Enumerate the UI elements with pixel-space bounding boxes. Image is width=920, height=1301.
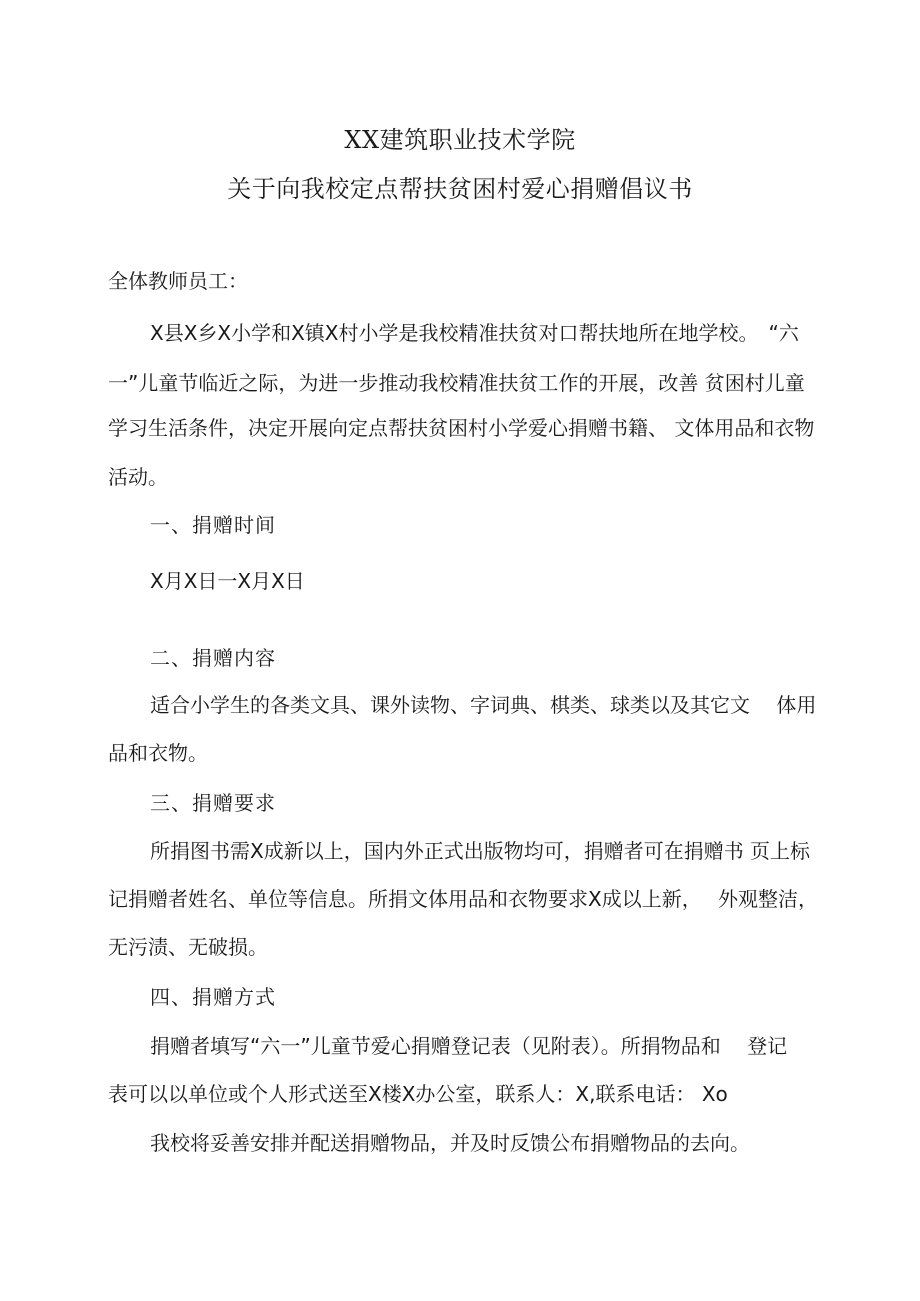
document-title-subject: 关于向我校定点帮扶贫困村爱心捐赠倡议书 [227, 175, 693, 203]
section-requirements-heading: 三、捐赠要求 [150, 791, 276, 815]
intro-line-3: 学习生活条件，决定开展向定点帮扶贫困村小学爱心捐赠书籍、 文体用品和衣物 [108, 416, 815, 440]
section-content-line-2: 品和衣物。 [108, 741, 208, 765]
section-requirements-line-1: 所捐图书需X成新以上，国内外正式出版物均可，捐赠者可在捐赠书 页上标 [150, 839, 811, 863]
salutation: 全体教师员工： [108, 269, 248, 293]
intro-line-1: X县X乡X小学和X镇X村小学是我校精准扶贫对口帮扶地所在地学校。 “六 [150, 321, 799, 345]
section-requirements-line-2: 记捐赠者姓名、单位等信息。所捐文体用品和衣物要求X成以上新， 外观整洁， [108, 887, 819, 911]
section-time-text: X月X日一X月X日 [150, 569, 305, 593]
section-method-line-1: 捐赠者填写“六一”儿童节爱心捐赠登记表（见附表）。所捐物品和 登记 [150, 1034, 788, 1058]
document-title-institution: XX建筑职业技术学院 [344, 126, 576, 154]
section-content-heading: 二、捐赠内容 [150, 646, 276, 670]
intro-line-4: 活动。 [108, 465, 168, 489]
section-content-line-1: 适合小学生的各类文具、课外读物、字词典、棋类、球类以及其它文 体用 [150, 693, 817, 717]
section-method-heading: 四、捐赠方式 [150, 985, 276, 1009]
section-method-line-3: 我校将妥善安排并配送捐赠物品，并及时反馈公布捐赠物品的去向。 [150, 1131, 750, 1155]
section-requirements-line-3: 无污渍、无破损。 [108, 935, 268, 959]
section-method-line-2: 表可以以单位或个人形式送至X楼X办公室，联系人：X,联系电话： Xo [108, 1082, 728, 1106]
section-time-heading: 一、捐赠时间 [150, 513, 276, 537]
intro-line-2: 一”儿童节临近之际，为进一步推动我校精准扶贫工作的开展，改善 贫困村儿童 [108, 371, 805, 395]
